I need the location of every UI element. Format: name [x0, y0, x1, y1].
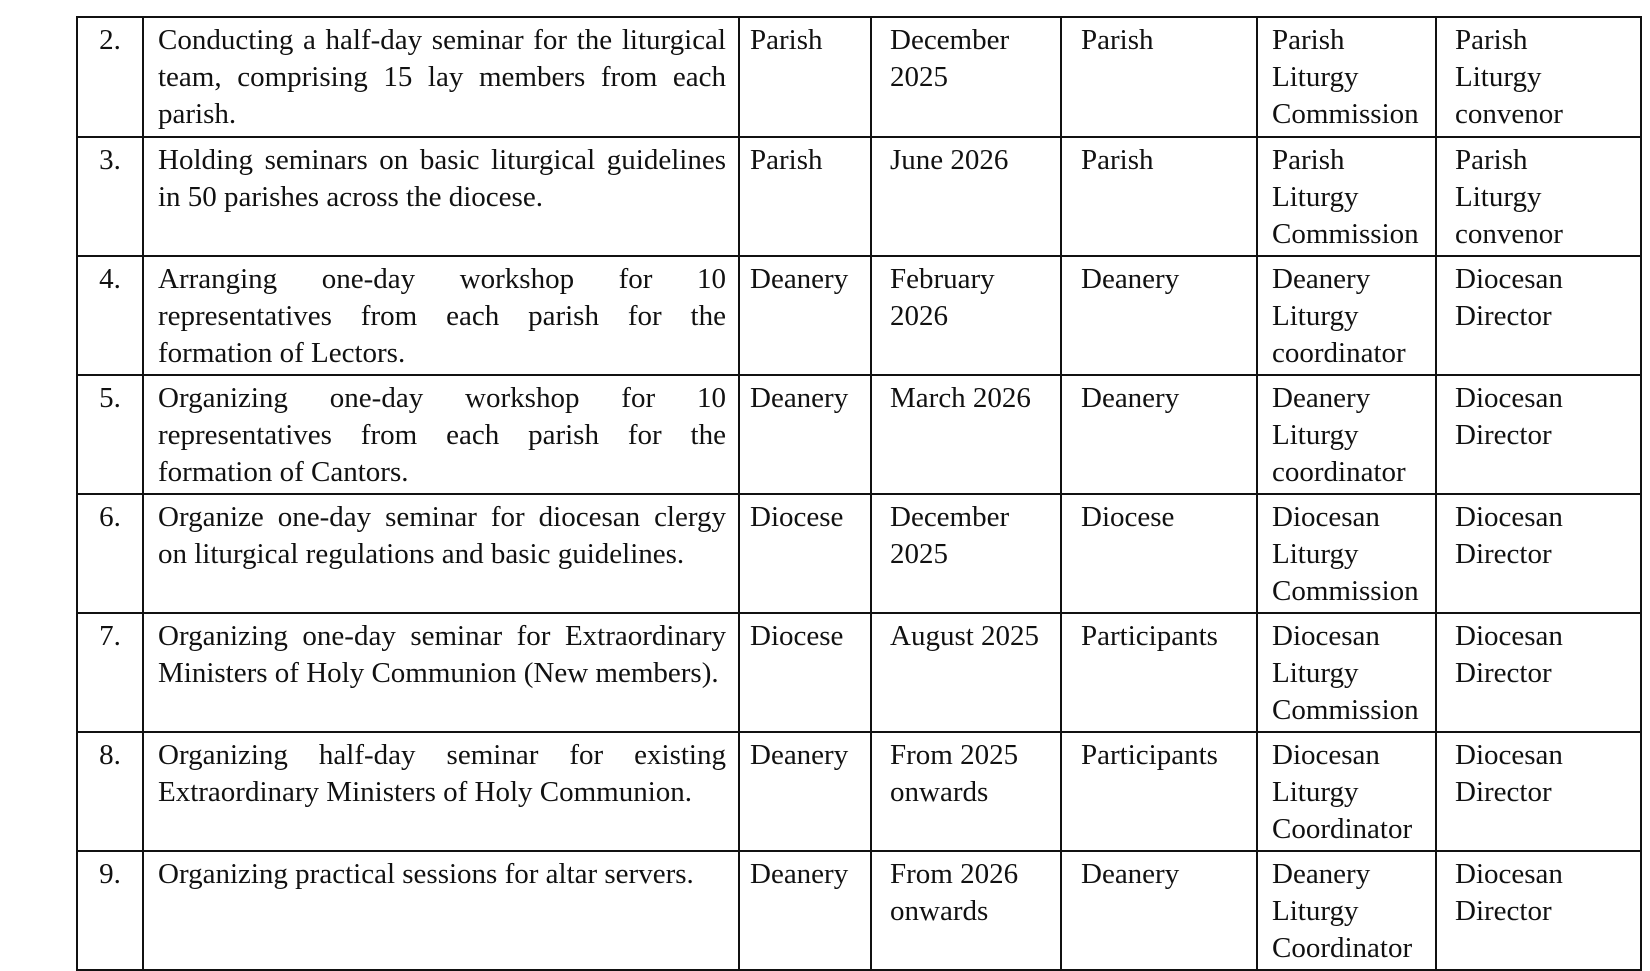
activity-cell: Organizing practical sessions for altar servers.: [143, 851, 739, 970]
time-frame-cell: August 2025: [871, 613, 1061, 732]
row-number: 3.: [77, 137, 143, 256]
table-row: [77, 851, 1641, 970]
level-cell: Diocese: [739, 613, 871, 732]
coordinator-cell: Diocesan Director: [1436, 732, 1641, 851]
activity-cell: Organizing half-day seminar for existing Extraordinary Ministers of Holy Communion.: [143, 732, 739, 851]
row-number: 5.: [77, 375, 143, 494]
coordinator-cell: Diocesan Director: [1436, 613, 1641, 732]
coordinator-cell: Diocesan Director: [1436, 256, 1641, 375]
coordinator-cell: Diocesan Director: [1436, 851, 1641, 970]
time-frame-cell: December 2025: [871, 494, 1061, 613]
row-number: 7.: [77, 613, 143, 732]
responsible-body-cell: Deanery Liturgy coordinator: [1257, 375, 1436, 494]
level-cell: Diocese: [739, 494, 871, 613]
venue-cell: Participants: [1061, 613, 1257, 732]
activity-cell: Organizing one-day workshop for 10 representatives from each parish for the formation of Cantors.: [143, 375, 739, 494]
time-frame-cell: June 2026: [871, 137, 1061, 256]
row-number: 2.: [77, 17, 143, 137]
table-row: [77, 256, 1641, 375]
activity-cell: Conducting a half-day seminar for the liturgical team, comprising 15 lay members from each parish.: [143, 17, 739, 137]
activity-cell: Holding seminars on basic liturgical guidelines in 50 parishes across the diocese.: [143, 137, 739, 256]
venue-cell: Participants: [1061, 732, 1257, 851]
activity-cell: Arranging one-day workshop for 10 representatives from each parish for the formation of Lectors.: [143, 256, 739, 375]
table-row: [77, 375, 1641, 494]
responsible-body-cell: Diocesan Liturgy Coordinator: [1257, 732, 1436, 851]
time-frame-cell: March 2026: [871, 375, 1061, 494]
row-number: 8.: [77, 732, 143, 851]
level-cell: Deanery: [739, 375, 871, 494]
venue-cell: Deanery: [1061, 851, 1257, 970]
responsible-body-cell: Parish Liturgy Commission: [1257, 137, 1436, 256]
level-cell: Parish: [739, 17, 871, 137]
activity-cell: Organizing one-day seminar for Extraordinary Ministers of Holy Communion (New members).: [143, 613, 739, 732]
level-cell: Deanery: [739, 851, 871, 970]
table-row: [77, 732, 1641, 851]
row-number: 6.: [77, 494, 143, 613]
coordinator-cell: Parish Liturgy convenor: [1436, 137, 1641, 256]
coordinator-cell: Diocesan Director: [1436, 494, 1641, 613]
responsible-body-cell: Diocesan Liturgy Commission: [1257, 613, 1436, 732]
coordinator-cell: Diocesan Director: [1436, 375, 1641, 494]
time-frame-cell: December 2025: [871, 17, 1061, 137]
venue-cell: Diocese: [1061, 494, 1257, 613]
level-cell: Parish: [739, 137, 871, 256]
coordinator-cell: Parish Liturgy convenor: [1436, 17, 1641, 137]
row-number: 4.: [77, 256, 143, 375]
row-number: 9.: [77, 851, 143, 970]
table-body: [77, 17, 1641, 970]
table-row: [77, 494, 1641, 613]
responsible-body-cell: Deanery Liturgy Coordinator: [1257, 851, 1436, 970]
venue-cell: Deanery: [1061, 256, 1257, 375]
time-frame-cell: From 2025 onwards: [871, 732, 1061, 851]
liturgy-plan-table: [76, 16, 1642, 971]
responsible-body-cell: Diocesan Liturgy Commission: [1257, 494, 1436, 613]
time-frame-cell: February 2026: [871, 256, 1061, 375]
venue-cell: Parish: [1061, 17, 1257, 137]
table-row: [77, 137, 1641, 256]
responsible-body-cell: Deanery Liturgy coordinator: [1257, 256, 1436, 375]
venue-cell: Parish: [1061, 137, 1257, 256]
level-cell: Deanery: [739, 732, 871, 851]
activity-cell: Organize one-day seminar for diocesan clergy on liturgical regulations and basic guidelines.: [143, 494, 739, 613]
time-frame-cell: From 2026 onwards: [871, 851, 1061, 970]
level-cell: Deanery: [739, 256, 871, 375]
table-row: [77, 613, 1641, 732]
venue-cell: Deanery: [1061, 375, 1257, 494]
responsible-body-cell: Parish Liturgy Commission: [1257, 17, 1436, 137]
table-row: [77, 17, 1641, 137]
